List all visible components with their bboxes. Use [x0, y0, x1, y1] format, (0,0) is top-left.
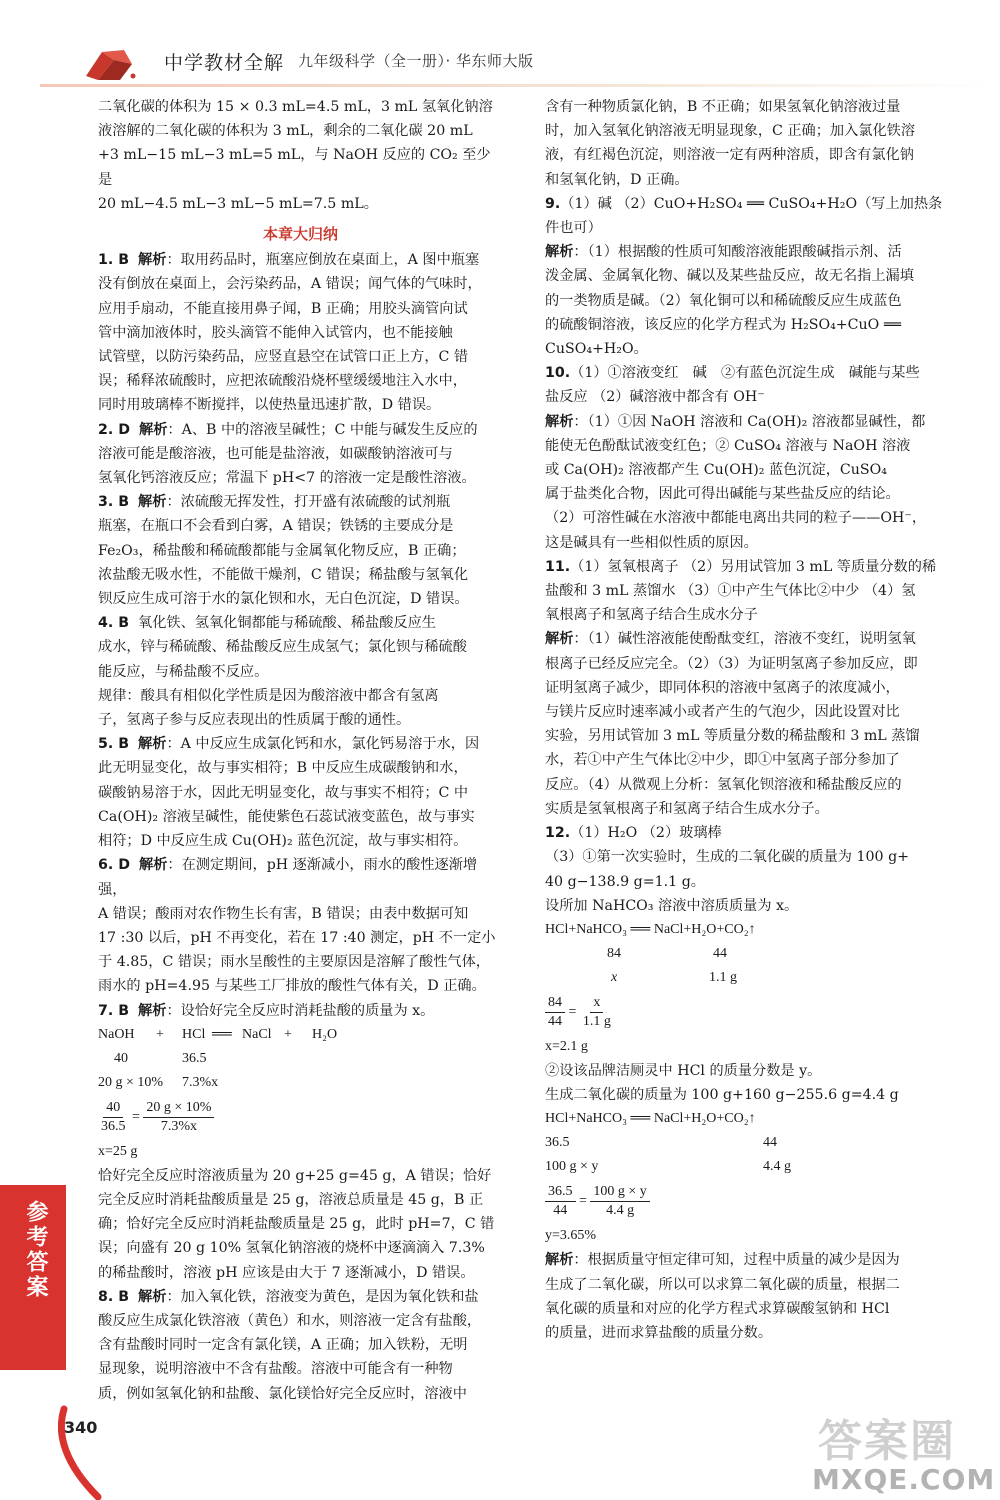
text-line: （1）氢氧根离子 （2）另用试管加 3 mL 等质量分数的稀 [570, 558, 937, 575]
question-number: 8. B [98, 1288, 130, 1305]
given-value: 7.3%x [182, 1074, 219, 1090]
denominator: 44 [553, 1203, 568, 1219]
text-line: 酸反应生成氯化铁溶液（黄色）和水，则溶液一定含有盐酸， [98, 1312, 482, 1329]
text-line: 实质是氢氧根离子和氢离子结合生成水分子。 [545, 800, 829, 817]
text-line: 盐反应 （2）碱溶液中都含有 OH⁻ [545, 389, 765, 406]
answer-q5 [98, 732, 503, 756]
mass-value: 40 [114, 1050, 128, 1066]
chemical-equation: HCl+NaHCO₃ ══ NaCl+H₂O+CO₂↑ [545, 921, 756, 937]
text-line: 氧化铁、氢氧化铜都能与稀硫酸、稀盐酸反应生 [138, 615, 436, 632]
text-line: 氧化碳的质量和对应的化学方程式求算碳酸氢钠和 HCl [545, 1300, 890, 1317]
header-rule [40, 84, 990, 87]
numerator: 100 g × y [590, 1183, 649, 1202]
text-line: 件也可） [545, 220, 602, 237]
text-line: 设所加 NaHCO₃ 溶液中溶质质量为 x。 [545, 897, 799, 914]
intro-line: 20 mL−4.5 mL−3 mL−5 mL=7.5 mL。 [98, 195, 378, 212]
answer-q3 [98, 490, 503, 514]
question-number: 7. B [98, 1002, 130, 1019]
text-line: 生成了二氧化碳，所以可以求算二氧化碳的质量，根据二 [545, 1276, 900, 1293]
text-line: 误；稀释浓硫酸时，应把浓硫酸沿烧杯壁缓缓地注入水中， [98, 373, 467, 390]
answer-q1 [98, 248, 503, 272]
intro-line: 二氧化碳的体积为 15 × 0.3 mL=4.5 mL，3 mL 氢氧化钠溶 [98, 99, 493, 115]
text-line: 实验，另用试管加 3 mL 等质量分数的稀盐酸和 3 mL 蒸馏 [545, 728, 920, 745]
question-number: 12. [545, 825, 571, 842]
analysis-label: 解析 [139, 857, 168, 874]
answer-q9 [545, 192, 953, 216]
text-line: 钡反应生成可溶于水的氯化钡和水，无白色沉淀，D 错误。 [98, 591, 469, 608]
text-line: 瓶塞，在瓶口不会看到白雾，A 错误；铁锈的主要成分是 [98, 518, 454, 535]
text-line: 氧根离子和氢离子结合生成水分子 [545, 607, 758, 624]
text-line: 与镁片反应时速率减小或者产生的气泡少，因此设置对比 [545, 704, 900, 721]
text-line: 管中滴加液体时，胶头滴管不能伸入试管内，也不能接触 [98, 324, 453, 341]
text-line: 属于盐类化合物，因此可得出碱能与某些盐反应的结论。 [545, 486, 900, 503]
text-line: （2）可溶性碱在水溶液中都能电离出共同的粒子——OH⁻， [545, 510, 927, 527]
analysis-label: 解析 [545, 413, 574, 430]
denominator: 36.5 [101, 1118, 126, 1134]
answer-q10 [545, 361, 953, 385]
numerator: 20 g × 10% [143, 1099, 214, 1118]
answer-q6 [98, 853, 503, 901]
eq-masses [98, 1047, 503, 1071]
question-number: 5. B [98, 736, 130, 753]
denominator: 7.3%x [160, 1118, 198, 1134]
text-line: ：在测定期间，pH 逐渐减小，雨水的酸性逐渐增强， [98, 857, 478, 898]
text-line: 氢氧化钙溶液反应；常温下 pH<7 的溶液一定是酸性溶液。 [98, 470, 476, 487]
intro-line: +3 mL−15 mL−3 mL=5 mL，与 NaOH 反应的 CO₂ 至少是 [98, 147, 491, 188]
question-number: 10. [545, 365, 571, 382]
question-number: 9. [545, 195, 561, 212]
watermark-logo: 答案圈 [818, 1416, 956, 1467]
text-line: 反应。（4）从微观上分析：氢氧化钡溶液和稀盐酸反应的 [545, 776, 902, 793]
mass-value: 36.5 [182, 1050, 207, 1066]
eq-values [98, 1071, 503, 1095]
text-line: ：取用药品时，瓶塞应倒放在桌面上，A 图中瓶塞 [166, 252, 480, 269]
text-line: 此无明显变化，故与事实相符；B 中反应生成碳酸钠和水， [98, 760, 468, 777]
text-line: 含有一种物质氯化钠，B 不正确；如果氢氧化钠溶液过量 [545, 99, 901, 115]
result: y=3.65% [545, 1228, 597, 1244]
text-line: 没有倒放在桌面上，会污染药品，A 错误；闻气体的气味时， [98, 276, 482, 293]
text-line: 能反应，与稀盐酸不反应。 [98, 663, 269, 680]
text-line: 和氢氧化钠，D 正确。 [545, 171, 689, 188]
answer-q8 [98, 1285, 503, 1309]
text-line: ：A、B 中的溶液呈碱性；C 中能与碱发生反应的 [167, 421, 478, 438]
header-subtitle: 九年级科学（全一册）· 华东师大版 [298, 52, 534, 70]
analysis-label: 解析 [138, 252, 167, 269]
text-line: ：A 中反应生成氯化钙和水，氯化钙易溶于水，因 [166, 736, 480, 753]
text-line: 雨水的 pH=4.95 与某些工厂排放的酸性气体有关，D 正确。 [98, 978, 486, 995]
text-line: 生成二氧化碳的质量为 100 g+160 g−255.6 g=4.4 g [545, 1087, 899, 1104]
text-line: 碳酸钠易溶于水，因此无明显变化，故与事实不相符；C 中 [98, 784, 469, 801]
text-line: ：（1）碱性溶液能使酚酞变红，溶液不变红，说明氢氧 [573, 631, 916, 648]
text-line: 证明氢离子减少，即同体积的溶液中氢离子的浓度减小， [545, 679, 900, 696]
right-column [545, 95, 953, 1345]
text-line: 能使无色酚酞试液变红色；② CuSO₄ 溶液与 NaOH 溶液 [545, 437, 911, 454]
text-line: 同时用玻璃棒不断搅拌，以使热量迅速扩散，D 错误。 [98, 397, 441, 414]
watermark-url: MXQE.COM [812, 1463, 996, 1496]
eq-term: + [156, 1026, 164, 1042]
text-line: Ca(OH)₂ 溶液呈碱性，能使紫色石蕊试液变蓝色，故与事实 [98, 808, 475, 825]
text-line: 的质量，进而求算盐酸的质量分数。 [545, 1324, 773, 1341]
question-number: 3. B [98, 494, 130, 511]
question-number: 1. B [98, 252, 130, 269]
left-column [98, 95, 503, 1406]
analysis-label: 解析 [138, 1002, 167, 1019]
text-line: CuSO₄+H₂O。 [545, 341, 648, 358]
text-line: 17 :30 以后，pH 不再变化，若在 17 :40 测定，pH 不一定小 [98, 929, 496, 946]
text-line: 的稀盐酸时，溶液 pH 应该是由大于 7 逐渐减小，D 错误。 [98, 1264, 475, 1281]
text-line: 完全反应时消耗盐酸质量是 25 g，溶液总质量是 45 g，B 正 [98, 1191, 484, 1208]
denominator: 1.1 g [582, 1013, 611, 1029]
text-line: 显现象，说明溶液中不含有盐酸。溶液中可能含有一种物 [98, 1361, 453, 1378]
text-line: 应用手扇动，不能直接用鼻子闻，B 正确；用胶头滴管向试 [98, 300, 468, 317]
fraction-left [98, 1099, 129, 1136]
proportion: $\frac{84}{44}$ = $\frac{x}{1.1 g}$ [545, 994, 953, 1031]
text-line: A 错误；酸雨对农作物生长有害，B 错误；由表中数据可知 [98, 905, 469, 922]
text-line: 盐酸和 3 mL 蒸馏水 （3）①中产生气体比②中少 （4）氢 [545, 583, 916, 600]
text-line: 液，有红褐色沉淀，则溶液一定有两种溶质，即含有氯化钠 [545, 147, 914, 164]
text-line: 误；向盛有 20 g 10% 氢氧化钠溶液的烧杯中逐滴滴入 7.3% [98, 1240, 485, 1257]
denominator: 4.4 g [606, 1203, 635, 1219]
question-number: 4. B [98, 615, 130, 632]
denominator: 44 [548, 1013, 562, 1029]
eq-values [545, 1155, 953, 1179]
analysis-label: 解析 [545, 1252, 574, 1269]
analysis-para [545, 1248, 953, 1272]
analysis-para [545, 240, 953, 264]
given-value: 4.4 g [763, 1159, 791, 1175]
numerator: x [590, 994, 603, 1013]
fraction-left [545, 1183, 576, 1220]
header-title: 中学教材全解 [164, 52, 285, 74]
text-line: 恰好完全反应时溶液质量为 20 g+25 g=45 g，A 错误；恰好 [98, 1167, 492, 1184]
text-line: 相符；D 中反应生成 Cu(OH)₂ 蓝色沉淀，故与事实相符。 [98, 833, 468, 850]
result: x=2.1 g [545, 1038, 588, 1054]
eq-term: ══ [212, 1026, 232, 1042]
text-line: ：（1）根据酸的性质可知酸溶液能跟酸碱指示剂、活 [573, 244, 902, 261]
proportion: $\frac{40}{36.5}$ = $\frac{20 g \times 10\%}{7.3\%x}$ [98, 1099, 503, 1136]
text-line: 于 4.85，C 错误；雨水呈酸性的主要原因是溶解了酸性气体， [98, 954, 490, 971]
result: x=25 g [98, 1143, 138, 1159]
mass-value: 84 [607, 945, 621, 961]
eq-masses [545, 1131, 953, 1155]
analysis-label: 解析 [545, 244, 574, 261]
text-line: 时，加入氢氧化钠溶液无明显现象，C 正确；加入氯化铁溶 [545, 123, 916, 140]
intro-line: 液溶解的二氧化碳的体积为 3 mL，剩余的二氧化碳 20 mL [98, 123, 473, 140]
given-value: 100 g × y [545, 1159, 599, 1175]
text-line: 试管壁，以防污染药品，应竖直悬空在试管口正上方，C 错 [98, 349, 469, 366]
numerator: 40 [103, 1099, 123, 1118]
answer-q7 [98, 999, 503, 1023]
fraction-left [545, 994, 565, 1031]
fraction-right [580, 994, 614, 1031]
eq-term: + [284, 1026, 292, 1042]
text-line: （3）①第一次实验时，生成的二氧化碳的质量为 100 g+ [545, 849, 910, 866]
text-line: 40 g−138.9 g=1.1 g。 [545, 873, 705, 890]
answers-side-label: 参考答案 [23, 1200, 48, 1300]
answer-q2 [98, 418, 503, 442]
mass-value: 44 [763, 1135, 777, 1151]
analysis-label: 解析 [139, 421, 168, 438]
page-number: 340 [64, 1418, 98, 1437]
text-line: 确；恰好完全反应时消耗盐酸质量是 25 g，此时 pH=7，C 错 [98, 1216, 495, 1233]
mass-value: 44 [713, 945, 727, 961]
analysis-label: 解析 [138, 736, 167, 753]
text-line: 成水，锌与稀硫酸、稀盐酸反应生成氢气；氯化钡与稀硫酸 [98, 639, 467, 656]
book-logo-icon [84, 46, 136, 82]
eq-masses [545, 942, 953, 966]
fraction-right [590, 1183, 649, 1220]
eq-term: HCl [182, 1026, 206, 1042]
fraction-right [143, 1099, 214, 1136]
question-number: 6. D [98, 857, 130, 874]
analysis-para [545, 410, 953, 434]
text-line: 这是碱具有一些相似性质的原因。 [545, 534, 758, 551]
proportion: $\frac{36.5}{44}$ = $\frac{100 g \times y}{4.4 g}$ [545, 1183, 953, 1220]
rule-line: 子，氢离子参与反应表现出的性质属于酸的通性。 [98, 712, 411, 729]
text-line: ：加入氧化铁，溶液变为黄色，是因为氧化铁和盐 [166, 1288, 479, 1305]
eq-term: H₂O [312, 1026, 338, 1042]
text-line: 泼金属、金属氧化物、碱以及某些盐反应，故无名指上漏填 [545, 268, 914, 285]
text-line: 水，若①中产生气体比②中少，即①中氢离子部分参加了 [545, 752, 900, 769]
text-line: ：浓硫酸无挥发性，打开盛有浓硫酸的试剂瓶 [166, 494, 451, 511]
text-line: 的硫酸铜溶液，该反应的化学方程式为 H₂SO₄+CuO ══ [545, 316, 901, 333]
text-line: 的一类物质是碱。（2）氧化铜可以和稀硫酸反应生成蓝色 [545, 292, 902, 309]
eq-term: NaCl [242, 1026, 272, 1042]
answer-q4 [98, 611, 503, 635]
answer-q12 [545, 821, 953, 845]
given-value: x [611, 969, 618, 985]
text-line: 溶液可能是酸溶液，也可能是盐溶液，如碳酸钠溶液可与 [98, 445, 453, 462]
eq-term: NaOH [98, 1026, 135, 1042]
text-line: ：根据质量守恒定律可知，过程中质量的减少是因为 [573, 1252, 900, 1269]
answer-q11 [545, 555, 953, 579]
text-line: 根离子已经反应完全。（2）（3）为证明氢离子参加反应，即 [545, 655, 918, 672]
text-line: ：（1）①因 NaOH 溶液和 Ca(OH)₂ 溶液都显碱性，都 [573, 413, 926, 430]
text-line: （1）①溶液变红 碱 ②有蓝色沉淀生成 碱能与某些 [570, 365, 920, 382]
text-line: （1）碱 （2）CuO+H₂SO₄ ══ CuSO₄+H₂O（写上加热条 [560, 195, 943, 212]
text-line: 含有盐酸时同时一定含有氯化镁，A 正确；加入铁粉，无明 [98, 1337, 468, 1354]
text-line: ：设恰好完全反应时消耗盐酸的质量为 x。 [166, 1002, 435, 1019]
given-value: 20 g × 10% [98, 1074, 164, 1090]
mass-value: 36.5 [545, 1135, 570, 1151]
analysis-label: 解析 [545, 631, 574, 648]
text-line: 浓盐酸无吸水性，不能做干燥剂，C 错误；稀盐酸与氢氧化 [98, 566, 469, 583]
chemical-equation [98, 1023, 503, 1047]
section-title: 本章大归纳 [262, 225, 338, 244]
text-line: Fe₂O₃，稀盐酸和稀硫酸都能与金属氧化物反应，B 正确； [98, 542, 466, 559]
analysis-label: 解析 [138, 1288, 167, 1305]
question-number: 11. [545, 558, 571, 575]
analysis-label: 解析 [138, 494, 167, 511]
numerator: 84 [545, 994, 565, 1013]
text-line: （1）H₂O （2）玻璃棒 [570, 825, 722, 842]
text-line: ②设该品牌洁厕灵中 HCl 的质量分数是 y。 [545, 1062, 822, 1079]
eq-values [545, 966, 953, 990]
analysis-para [545, 627, 953, 651]
text-line: 或 Ca(OH)₂ 溶液都产生 Cu(OH)₂ 蓝色沉淀，CuSO₄ [545, 462, 887, 479]
chemical-equation: HCl+NaHCO₃ ══ NaCl+H₂O+CO₂↑ [545, 1111, 756, 1127]
text-line: 质，例如氢氧化钠和盐酸、氯化镁恰好完全反应时，溶液中 [98, 1385, 467, 1402]
rule-line: 规律：酸具有相似化学性质是因为酸溶液中都含有氢离 [98, 687, 439, 704]
given-value: 1.1 g [709, 969, 737, 985]
question-number: 2. D [98, 421, 130, 438]
numerator: 36.5 [545, 1183, 576, 1202]
